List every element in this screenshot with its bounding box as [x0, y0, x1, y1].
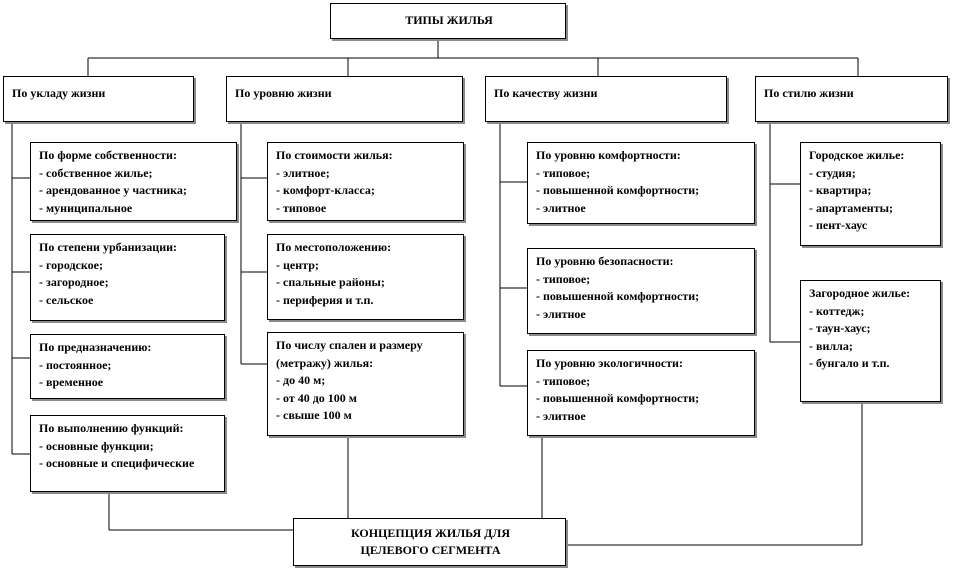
- category-label: По качеству жизни: [494, 86, 598, 100]
- category-life-style: [755, 76, 948, 122]
- category-living-level: [226, 76, 463, 122]
- list-item: - типовое;: [536, 165, 591, 180]
- list-item: - повышенной комфортности;: [536, 289, 700, 303]
- list-item: - апартаменты;: [809, 200, 893, 215]
- category-label: По стилю жизни: [764, 86, 854, 100]
- list-item: - повышенной комфортности;: [536, 391, 700, 405]
- box-location: [267, 234, 464, 320]
- list-item: - сельское: [39, 292, 94, 307]
- category-label: По укладу жизни: [12, 86, 106, 100]
- box-ownership-form: [30, 142, 237, 221]
- list-item: - постоянное;: [39, 357, 112, 372]
- box-heading: По уровню безопасности:: [536, 254, 674, 268]
- list-item: - вилла;: [809, 338, 853, 353]
- box-heading: По числу спален и размеру (метражу) жилья:: [276, 338, 423, 370]
- box-heading: По предназначению:: [39, 340, 152, 354]
- list-item: - свыше 100 м: [276, 408, 352, 422]
- box-heading: По уровню комфортности:: [536, 148, 681, 162]
- list-item: - основные функции;: [39, 438, 154, 453]
- list-item: - муниципальное: [39, 200, 133, 215]
- list-item: - загородное;: [39, 275, 109, 289]
- list-item: - элитное: [536, 200, 586, 215]
- box-heading: По выполнению функций:: [39, 421, 184, 435]
- concept-box: [293, 518, 566, 566]
- diagram-title: [330, 3, 566, 39]
- list-item: - элитное;: [276, 165, 330, 180]
- list-item: - повышенной комфортности;: [536, 183, 700, 197]
- list-item: - типовое: [276, 200, 327, 215]
- box-urban-housing: [800, 142, 941, 246]
- box-purpose: [30, 334, 225, 399]
- list-item: - арендованное у частника;: [39, 183, 187, 197]
- box-urbanization-degree: [30, 234, 225, 321]
- list-item: - временное: [39, 375, 104, 389]
- list-item: - типовое;: [536, 373, 591, 388]
- box-housing-cost: [267, 142, 464, 221]
- list-item: - элитное: [536, 306, 586, 321]
- list-item: - бунгало и т.п.: [809, 356, 890, 370]
- list-item: - квартира;: [809, 183, 872, 197]
- list-item: - спальные районы;: [276, 275, 385, 289]
- box-heading: Городское жилье:: [809, 148, 905, 162]
- box-heading: По степени урбанизации:: [39, 240, 178, 254]
- list-item: - городское;: [39, 257, 103, 272]
- category-lifestyle-way: [3, 76, 194, 122]
- list-item: - студия;: [809, 165, 856, 180]
- box-comfort-level: [527, 142, 755, 224]
- box-functions: [30, 415, 225, 492]
- list-item: - от 40 до 100 м: [276, 390, 357, 405]
- category-life-quality: [485, 76, 727, 122]
- diagram-title-text: ТИПЫ ЖИЛЬЯ: [405, 13, 493, 28]
- box-heading: По местоположению:: [276, 240, 392, 254]
- list-item: - до 40 м;: [276, 373, 326, 387]
- box-ecology-level: [527, 350, 755, 436]
- list-item: - центр;: [276, 257, 319, 272]
- list-item: - коттедж;: [809, 303, 865, 318]
- box-heading: По стоимости жилья:: [276, 148, 393, 162]
- list-item: - таун-хаус;: [809, 321, 871, 335]
- list-item: - комфорт-класса;: [276, 183, 375, 197]
- box-bedrooms-size: [267, 332, 464, 436]
- concept-line-2: ЦЕЛЕВОГО СЕГМЕНТА: [360, 543, 501, 557]
- box-suburban-housing: [800, 280, 941, 402]
- list-item: - основные и специфические: [39, 456, 195, 470]
- list-item: - элитное: [536, 408, 586, 423]
- list-item: - пент-хаус: [809, 218, 868, 232]
- box-heading: По уровню экологичности:: [536, 356, 683, 370]
- list-item: - собственное жилье;: [39, 165, 153, 180]
- list-item: - периферия и т.п.: [276, 292, 374, 307]
- box-safety-level: [527, 248, 755, 334]
- list-item: - типовое;: [536, 271, 591, 286]
- box-heading: Загородное жилье:: [809, 286, 911, 300]
- box-heading: По форме собственности:: [39, 148, 177, 162]
- category-label: По уровню жизни: [235, 86, 332, 100]
- concept-line-1: КОНЦЕПЦИЯ ЖИЛЬЯ ДЛЯ: [350, 526, 511, 540]
